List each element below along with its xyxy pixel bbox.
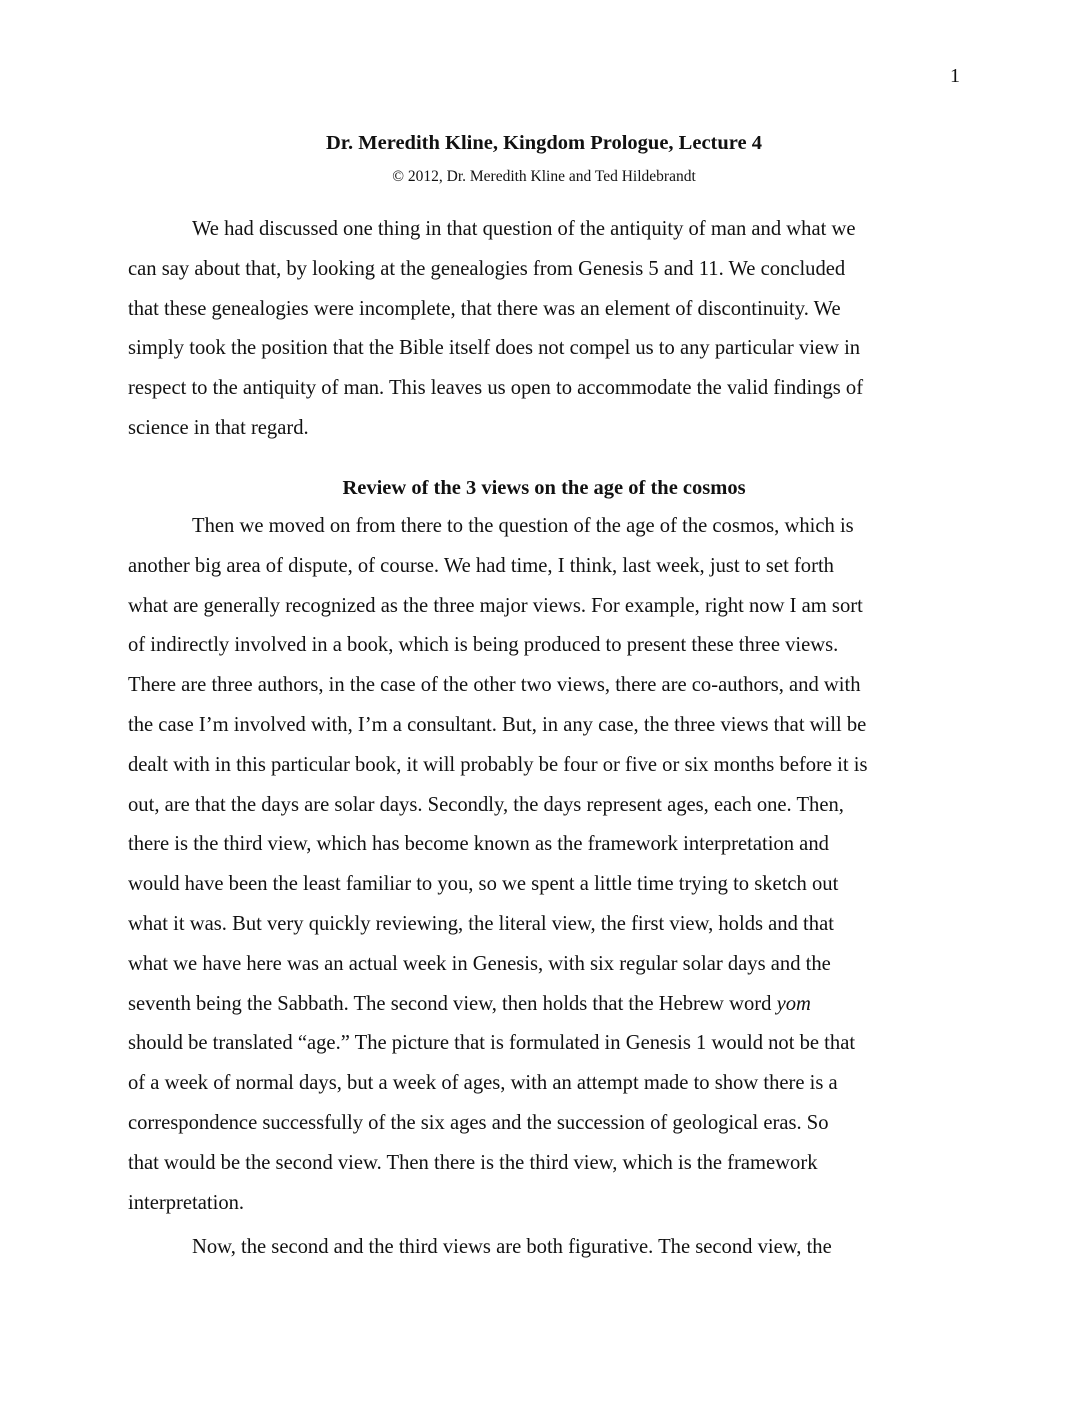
paragraph-3: [128, 1228, 956, 1268]
paragraph-line: of indirectly involved in a book, which is being produced to present these three views.: [128, 634, 839, 657]
paragraph-line: of a week of normal days, but a week of ages, with an attempt made to show there is a: [128, 1072, 838, 1095]
paragraph-line: what it was. But very quickly reviewing, the literal view, the first view, holds and that: [128, 912, 834, 935]
paragraph-line: respect to the antiquity of man. This leaves us open to accommodate the valid findings of: [128, 377, 864, 400]
paragraph-line: there is the third view, which has become known as the framework interpretation and: [128, 833, 829, 856]
paragraph-line: that these genealogies were incomplete, that there was an element of discontinuity. We: [128, 297, 841, 320]
paragraph-1: [128, 210, 956, 449]
page-number: 1: [950, 65, 960, 87]
paragraph-line-text: seventh being the Sabbath. The second view, then holds that the Hebrew word: [128, 992, 772, 1015]
paragraph-line: should be translated “age.” The picture that is formulated in Genesis 1 would not be that: [128, 1032, 856, 1055]
paragraph-line: would have been the least familiar to you, so we spent a little time trying to sketch out: [128, 873, 839, 896]
paragraph-line: out, are that the days are solar days. Secondly, the days represent ages, each one. Then,: [128, 793, 844, 816]
paragraph-line: Then we moved on from there to the question of the age of the cosmos, which is: [192, 515, 854, 537]
paragraph-line: can say about that, by looking at the genealogies from Genesis 5 and 11. We concluded: [128, 257, 846, 280]
paragraph-line: interpretation.: [128, 1191, 245, 1214]
italic-term: yom: [776, 992, 811, 1015]
paragraph-line: We had discussed one thing in that question of the antiquity of man and what we: [192, 218, 856, 240]
paragraph-line: [128, 985, 956, 1025]
paragraph-line: another big area of dispute, of course. We had time, I think, last week, just to set forth: [128, 554, 834, 577]
copyright-line: © 2012, Dr. Meredith Kline and Ted Hildebrandt: [392, 168, 696, 185]
paragraph-line: what are generally recognized as the three major views. For example, right now I am sort: [128, 594, 863, 617]
paragraph-line: science in that regard.: [128, 416, 309, 439]
section-heading: Review of the 3 views on the age of the cosmos: [342, 477, 746, 499]
paragraph-line: There are three authors, in the case of the other two views, there are co-authors, and with: [128, 674, 861, 697]
paragraph-line: Now, the second and the third views are both figurative. The second view, the: [192, 1236, 832, 1258]
paragraph-line: dealt with in this particular book, it will probably be four or five or six months before it is: [128, 753, 868, 776]
paragraph-line: what we have here was an actual week in Genesis, with six regular solar days and the: [128, 952, 831, 975]
document-title: Dr. Meredith Kline, Kingdom Prologue, Lecture 4: [326, 132, 762, 154]
paragraph-line: that would be the second view. Then there is the third view, which is the framework: [128, 1151, 818, 1174]
paragraph-2: [128, 507, 956, 1223]
paragraph-line: correspondence successfully of the six ages and the succession of geological eras. So: [128, 1111, 829, 1134]
paragraph-line: simply took the position that the Bible itself does not compel us to any particular view in: [128, 337, 861, 360]
paragraph-line: the case I’m involved with, I’m a consultant. But, in any case, the three views that will be: [128, 713, 867, 736]
